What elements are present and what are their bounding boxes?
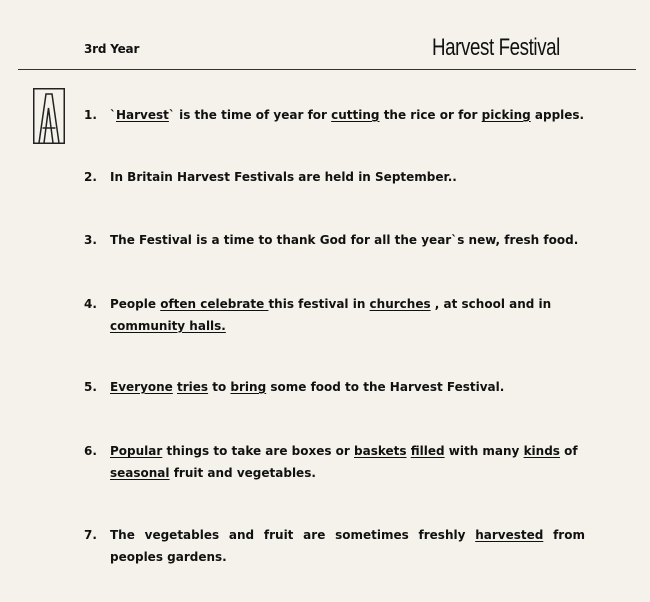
list-item <box>84 229 594 251</box>
list-item <box>84 293 594 337</box>
text-run: things to take are boxes or <box>162 444 355 458</box>
underlined-word: Popular <box>110 444 163 458</box>
item-number: 5. <box>84 380 97 394</box>
list-item <box>84 376 594 398</box>
list-item <box>84 524 594 568</box>
underlined-word: churches <box>369 297 431 311</box>
item-number: 2. <box>84 170 97 184</box>
text-run: , at school and in <box>430 297 552 311</box>
underlined-word: kinds <box>523 444 560 458</box>
item-number: 6. <box>84 444 97 458</box>
underlined-word: harvested <box>475 528 544 542</box>
text-run: The Festival is a time to thank God for all the year`s new, fresh food. <box>110 233 579 247</box>
text-run: The vegetables and fruit are sometimes freshly <box>110 528 476 542</box>
underlined-word: community halls. <box>110 319 226 333</box>
item-text <box>110 524 585 568</box>
text-run: fruit and vegetables. <box>169 466 316 480</box>
list-item <box>84 440 594 484</box>
list-item <box>84 104 594 126</box>
text-run: In Britain Harvest Festivals are held in September.. <box>110 170 457 184</box>
text-run: some food to the Harvest Festival. <box>266 380 505 394</box>
item-number: 3. <box>84 233 97 247</box>
text-run: this festival in <box>268 297 370 311</box>
text-run: People <box>110 297 161 311</box>
item-number: 7. <box>84 528 97 542</box>
item-text <box>110 166 594 188</box>
header-divider <box>18 69 636 70</box>
section-letter-a <box>33 88 65 144</box>
text-run: to <box>208 380 231 394</box>
item-number: 4. <box>84 297 97 311</box>
item-text <box>110 104 594 126</box>
underlined-word: cutting <box>331 108 380 122</box>
underlined-word: picking <box>481 108 531 122</box>
text-run: from peoples gardens. <box>110 528 585 564</box>
item-text <box>110 293 560 337</box>
underlined-word: Harvest <box>116 108 169 122</box>
text-run: apples. <box>530 108 585 122</box>
item-number: 1. <box>84 108 97 122</box>
text-run: of <box>559 444 578 458</box>
list-item <box>84 166 594 188</box>
year-label: 3rd Year <box>84 42 140 56</box>
text-run: with many <box>444 444 524 458</box>
underlined-word: often celebrate <box>160 297 269 311</box>
text-run: the rice or for <box>379 108 482 122</box>
item-text <box>110 229 594 251</box>
underlined-word: baskets <box>354 444 407 458</box>
text-run: ` is the time of year for <box>168 108 332 122</box>
underlined-word: Everyone <box>110 380 173 394</box>
page-title: Harvest Festival <box>432 34 560 61</box>
underlined-word: tries <box>177 380 209 394</box>
text-run: ` <box>110 108 116 122</box>
underlined-word: bring <box>230 380 267 394</box>
underlined-word: filled <box>410 444 445 458</box>
item-text <box>110 376 594 398</box>
underlined-word: seasonal <box>110 466 170 480</box>
item-text <box>110 440 590 484</box>
